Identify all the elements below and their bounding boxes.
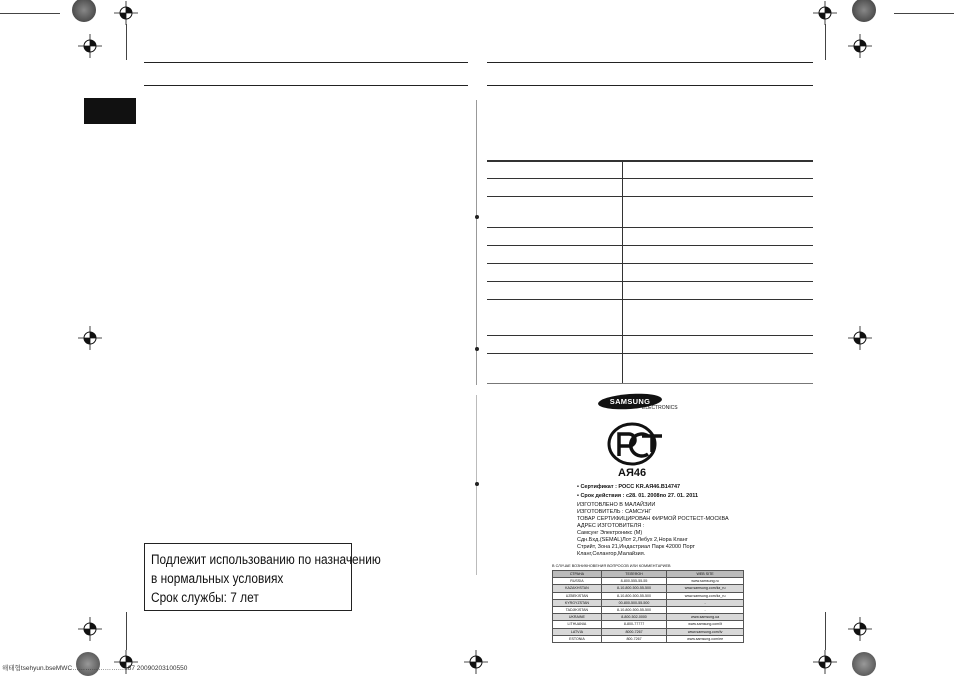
table-cell: LATVIA bbox=[553, 628, 602, 635]
table-row bbox=[553, 628, 744, 635]
table-row bbox=[553, 635, 744, 642]
table-cell: - bbox=[667, 599, 744, 606]
table-cell: www.samsung.com/lv bbox=[667, 628, 744, 635]
table-cell: www.samsung.ua bbox=[667, 614, 744, 621]
crop-line bbox=[126, 612, 127, 650]
table-row bbox=[553, 606, 744, 613]
table-row bbox=[487, 383, 813, 384]
table-row bbox=[553, 614, 744, 621]
right-header-rule-top bbox=[487, 62, 813, 63]
service-life-notice bbox=[144, 543, 381, 611]
crop-line bbox=[0, 13, 60, 14]
registration-mark bbox=[78, 617, 102, 641]
table-row bbox=[487, 263, 813, 264]
crop-line bbox=[126, 24, 127, 60]
cert-line: ИЗГОТОВЛЕНО В МАЛАЙЗИИ bbox=[577, 502, 656, 508]
table-cell: ESTONIA bbox=[553, 635, 602, 642]
distributor-table bbox=[552, 570, 744, 643]
table-row bbox=[487, 299, 813, 300]
distributor-caption: В СЛУЧАЕ ВОЗНИКНОВЕНИЯ ВОПРОСОВ ИЛИ КОММЕНТАРИЕВ bbox=[552, 564, 671, 568]
binding-dot bbox=[475, 482, 479, 486]
binding-dot bbox=[475, 215, 479, 219]
notice-line: Подлежит использованию по назначению bbox=[151, 552, 381, 567]
notice-line: Срок службы: 7 лет bbox=[151, 590, 259, 605]
table-row bbox=[487, 335, 813, 336]
language-tab bbox=[84, 98, 136, 124]
color-check-circle bbox=[72, 0, 96, 22]
table-cell: 8-10-800-500-55-500 bbox=[601, 585, 666, 592]
table-row bbox=[553, 592, 744, 599]
table-cell: UZBEKISTAN bbox=[553, 592, 602, 599]
table-row bbox=[553, 585, 744, 592]
table-cell: - bbox=[667, 606, 744, 613]
certification-details bbox=[577, 484, 729, 558]
table-cell: 8-800-555-55-55 bbox=[601, 578, 666, 585]
page-divider bbox=[476, 100, 477, 385]
column-header: ТЕЛЕФОН bbox=[601, 571, 666, 578]
table-column-divider bbox=[622, 160, 623, 383]
table-row bbox=[487, 227, 813, 228]
registration-mark bbox=[813, 1, 837, 25]
crop-line bbox=[894, 13, 954, 14]
cert-line: Сдн.Бхд.(SEMAL)Лот 2,Лебух 2,Нора Кланг bbox=[577, 537, 688, 543]
cert-line: АДРЕС ИЗГОТОВИТЕЛЯ : bbox=[577, 523, 645, 529]
crop-line bbox=[825, 612, 826, 650]
table-row bbox=[487, 178, 813, 179]
cert-line: Стрийт, Зона 21,Индастриал Парк 42000 Порт bbox=[577, 544, 696, 550]
table-cell: www.samsung.com/kz_ru bbox=[667, 592, 744, 599]
cert-line: • Сертификат : РОСС KR.АЯ46.В14747 bbox=[577, 484, 681, 490]
left-header-rule-bottom bbox=[144, 85, 468, 86]
certificate-code: АЯ46 bbox=[618, 467, 647, 479]
registration-mark bbox=[848, 326, 872, 350]
table-cell: 800-7267 bbox=[601, 635, 666, 642]
color-check-circle bbox=[852, 0, 876, 22]
cert-line: ИЗГОТОВИТЕЛЬ : САМСУНГ bbox=[577, 509, 652, 515]
table-cell: 8-800-502-0000 bbox=[601, 614, 666, 621]
table-row bbox=[487, 281, 813, 282]
registration-mark bbox=[848, 34, 872, 58]
table-row bbox=[487, 160, 813, 162]
table-row bbox=[553, 578, 744, 585]
table-row bbox=[553, 621, 744, 628]
registration-mark bbox=[848, 617, 872, 641]
table-cell: RUSSIA bbox=[553, 578, 602, 585]
registration-mark bbox=[464, 650, 488, 674]
table-cell: 8-800-77777 bbox=[601, 621, 666, 628]
table-cell: 00-800-500-55-500 bbox=[601, 599, 666, 606]
color-check-circle bbox=[852, 652, 876, 676]
table-row bbox=[487, 196, 813, 197]
table-cell: TADJIKISTAN bbox=[553, 606, 602, 613]
table-cell: 8-10-800-500-55-500 bbox=[601, 592, 666, 599]
right-header-rule-bottom bbox=[487, 85, 813, 86]
table-row bbox=[553, 599, 744, 606]
table-header-row bbox=[553, 571, 744, 578]
table-cell: www.samsung.ru bbox=[667, 578, 744, 585]
table-row bbox=[487, 353, 813, 354]
table-cell: KAZAKHSTAN bbox=[553, 585, 602, 592]
cert-line: Самсунг Электроникс (М) bbox=[577, 530, 643, 536]
table-row bbox=[487, 245, 813, 246]
print-slug: 해태협tsehyun.bsеMWC……………………187 20090203100550 bbox=[2, 665, 188, 672]
registration-mark bbox=[114, 1, 138, 25]
cert-line: Кланг,Селангор,Малайзия. bbox=[577, 551, 646, 557]
crop-line bbox=[825, 24, 826, 60]
table-cell: UKRAINE bbox=[553, 614, 602, 621]
logo-text: SAMSUNG bbox=[609, 397, 651, 406]
cert-line: • Срок действия : с28. 01. 2008по 27. 01. 2011 bbox=[577, 493, 699, 499]
table-cell: LITHUANIA bbox=[553, 621, 602, 628]
table-cell: www.samsung.com/ee bbox=[667, 635, 744, 642]
binding-dot bbox=[475, 347, 479, 351]
notice-line: в нормальных условиях bbox=[151, 571, 284, 586]
cert-line: ТОВАР СЕРТИФИЦИРОВАН ФИРМОЙ РОСТЕСТ-МОСКВА bbox=[577, 516, 729, 522]
registration-mark bbox=[813, 650, 837, 674]
left-header-rule-top bbox=[144, 62, 468, 63]
pct-certification-mark bbox=[606, 422, 664, 466]
table-cell: KYRGYZSTAN bbox=[553, 599, 602, 606]
column-header: WEB SITE bbox=[667, 571, 744, 578]
registration-mark bbox=[78, 326, 102, 350]
table-cell: www.samsung.com/kz_ru bbox=[667, 585, 744, 592]
registration-mark bbox=[78, 34, 102, 58]
table-cell: www.samsung.com/lt bbox=[667, 621, 744, 628]
table-cell: 8000-7267 bbox=[601, 628, 666, 635]
electronics-label: ELECTRONICS bbox=[642, 405, 678, 411]
table-cell: 8-10-800-500-55-500 bbox=[601, 606, 666, 613]
column-header: СТРАНА bbox=[553, 571, 602, 578]
